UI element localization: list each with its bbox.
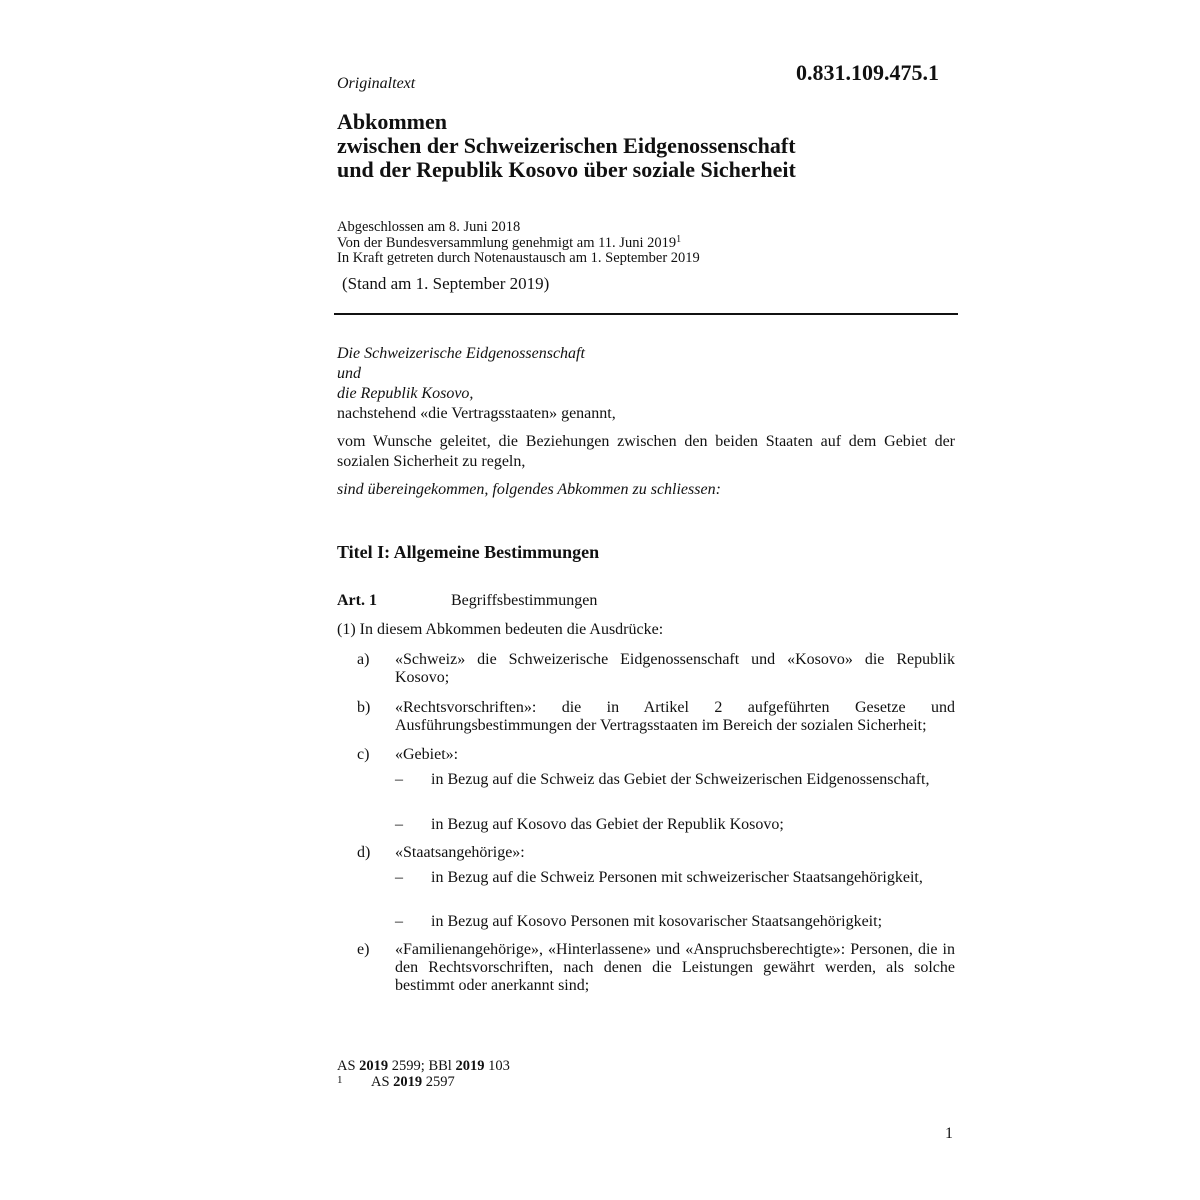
- title-line-1: Abkommen: [337, 109, 448, 134]
- sub-item-text: in Bezug auf die Schweiz das Gebiet der Schweizerischen Eidgenossenschaft,: [431, 771, 930, 788]
- approval-date: [337, 233, 700, 252]
- paragraph-intro: (1) In diesem Abkommen bedeuten die Ausdrücke:: [337, 621, 664, 638]
- fn1-prefix: AS: [371, 1073, 394, 1090]
- sub-item-text: in Bezug auf die Schweiz Personen mit schweizerischer Staatsangehörigkeit,: [431, 869, 923, 886]
- as-year: 2019: [359, 1058, 389, 1074]
- status-date: (Stand am 1. September 2019): [342, 274, 550, 293]
- footnote-number: 1: [337, 1073, 343, 1086]
- dash-bullet: –: [395, 869, 403, 886]
- item-text: «Gebiet»:: [395, 746, 459, 763]
- dash-bullet: –: [395, 771, 403, 788]
- item-label: d): [357, 844, 371, 861]
- footnote-1: [337, 1075, 510, 1091]
- header-divider: [334, 313, 958, 315]
- article-number: Art. 1: [337, 592, 377, 609]
- preamble: [337, 344, 955, 500]
- dash-bullet: –: [395, 816, 403, 833]
- preamble-designation: nachstehend «die Vertragsstaaten» genannt,: [337, 405, 616, 422]
- item-label: e): [357, 941, 370, 958]
- article-header: [337, 592, 737, 612]
- title-line-2: zwischen der Schweizerischen Eidgenossenschaft: [337, 133, 796, 158]
- sub-item-text: in Bezug auf Kosovo das Gebiet der Republik Kosovo;: [431, 816, 784, 833]
- enactment-info: [337, 220, 700, 267]
- dash-bullet: –: [395, 913, 403, 930]
- preamble-motive: vom Wunsche geleitet, die Beziehungen zwischen den beiden Staaten auf dem Gebiet der sozialen Sicherheit zu regeln,: [337, 433, 955, 470]
- article-heading: Begriffsbestimmungen: [451, 592, 598, 609]
- original-text-label: Originaltext: [337, 75, 416, 92]
- fn1-page: 2597: [422, 1073, 455, 1090]
- footnote-ref-1[interactable]: 1: [676, 233, 682, 245]
- in-force-date: In Kraft getreten durch Notenaustausch am 1. September 2019: [337, 250, 700, 266]
- preamble-party-2: die Republik Kosovo,: [337, 385, 474, 402]
- sr-number: 0.831.109.475.1: [796, 60, 939, 85]
- page-number: 1: [945, 1125, 953, 1142]
- footnotes: [337, 1059, 510, 1090]
- item-label: a): [357, 651, 370, 668]
- fn1-year: 2019: [393, 1073, 423, 1090]
- title-line-3: und der Republik Kosovo über soziale Sicherheit: [337, 157, 796, 182]
- as-page: 2599; BBl: [388, 1058, 456, 1074]
- item-text: «Rechtsvorschriften»: die in Artikel 2 aufgeführten Gesetze und Ausführungsbestimmungen der Vertragsstaaten im Bereich der sozialen Sicherheit;: [395, 699, 955, 734]
- bbl-page: 103: [484, 1058, 510, 1074]
- preamble-agreement: sind übereingekommen, folgendes Abkommen zu schliessen:: [337, 481, 721, 498]
- preamble-party-1: Die Schweizerische Eidgenossenschaft: [337, 345, 585, 362]
- item-text: «Schweiz» die Schweizerische Eidgenossenschaft und «Kosovo» die Republik Kosovo;: [395, 651, 955, 686]
- sub-item-text: in Bezug auf Kosovo Personen mit kosovarischer Staatsangehörigkeit;: [431, 913, 883, 930]
- preamble-und: und: [337, 365, 361, 382]
- source-reference: [337, 1059, 510, 1075]
- section-title: Titel I: Allgemeine Bestimmungen: [337, 542, 600, 562]
- bbl-year: 2019: [455, 1058, 485, 1074]
- document-title: [337, 110, 796, 182]
- item-text: «Familienangehörige», «Hinterlassene» und «Anspruchsberechtigte»: Personen, die in den Rechtsvorschriften, nach denen die Leistungen gewährt werden, als solche bestimmt oder anerkannt sind;: [395, 941, 955, 994]
- item-text: «Staatsangehörige»:: [395, 844, 525, 861]
- item-label: b): [357, 699, 371, 716]
- concluded-date: Abgeschlossen am 8. Juni 2018: [337, 219, 521, 235]
- item-label: c): [357, 746, 370, 763]
- approval-text: Von der Bundesversammlung genehmigt am 11. Juni 2019: [337, 234, 677, 251]
- as-prefix: AS: [337, 1058, 360, 1074]
